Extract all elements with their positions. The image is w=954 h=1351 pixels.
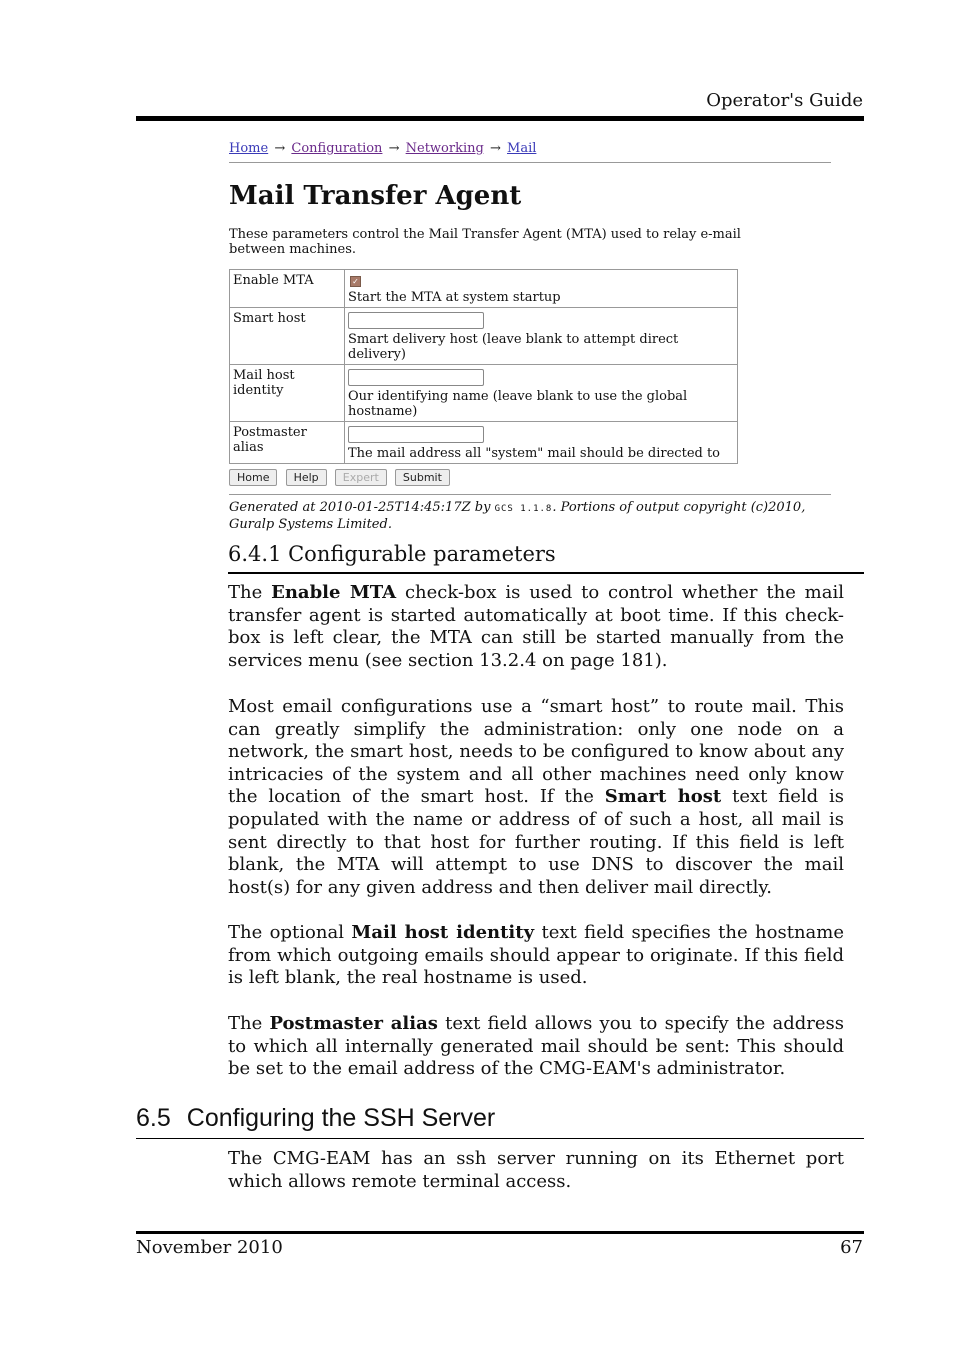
paragraph [228,582,844,672]
row-help-text: The mail address all "system" mail should be directed to [348,446,721,461]
footer-rule [136,1231,864,1234]
table-row [230,365,738,422]
paragraph [228,696,844,899]
row-control-cell [345,308,738,365]
page-title: Mail Transfer Agent [229,181,522,211]
breadcrumb-mail-link[interactable]: Mail [507,141,537,156]
parameters-table [229,269,738,464]
footer-date: November 2010 [136,1237,283,1258]
text: The [228,1013,270,1034]
page-number: 67 [840,1237,863,1258]
text: text field specifies the hostname from which outgoing emails should appear to originate. If this field is left blank, the real hostname is used. [228,922,844,989]
intro-text: These parameters control the Mail Transfer Agent (MTA) used to relay e-mail between machines. [229,227,741,257]
row-control-cell [345,365,738,422]
section-number: 6.5 [136,1104,171,1132]
help-button[interactable]: Help [286,469,327,486]
text: check-box is used to control whether the mail transfer agent is started automatically at boot time. If this check-box is left clear, the MTA can still be started manually from the services menu (see section 13.2.4 on page 181). [228,582,844,671]
text: text field is populated with the name or address of of such a host, all mail is sent directly to that host for further routing. If this field is left blank, the MTA will attempt to use DNS to discover the mail host(s) for any given address and then deliver mail directly. [228,786,844,898]
generated-suffix: . Portions of output copyright (c)2010, Guralp Systems Limited. [229,500,806,532]
generated-footer [229,494,831,532]
text: The optional [228,922,352,943]
table-row [230,270,738,308]
home-button[interactable]: Home [229,469,277,486]
row-label: Postmaster alias [230,422,345,464]
text: Most email configurations use a “smart host” to route mail. This can greatly simplify the administration: only one node on a network, the smart host, needs to be configured to know about any intricacies of the system and all other machines need only know the location of the smart host. If the [228,696,844,808]
smart-host-input[interactable] [348,312,484,329]
breadcrumb-divider [229,162,831,163]
row-control-cell [345,422,738,464]
paragraph [228,922,844,990]
postmaster-alias-input[interactable] [348,426,484,443]
breadcrumb-home-link[interactable]: Home [229,141,269,156]
paragraph [228,1013,844,1081]
breadcrumb-arrow-icon: → [274,141,286,156]
section-heading [136,1104,495,1133]
embedded-screenshot [229,140,831,532]
bold-term: Enable MTA [271,582,397,603]
breadcrumb-configuration-link[interactable]: Configuration [291,141,383,156]
header-rule [136,116,864,121]
breadcrumb-arrow-icon: → [489,141,501,156]
table-row [230,308,738,365]
row-help-text: Start the MTA at system startup [348,290,561,305]
bold-term: Mail host identity [351,922,535,943]
bold-term: Postmaster alias [269,1013,438,1034]
generated-tool: GCS 1.1.8 [494,504,553,514]
running-header: Operator's Guide [706,90,863,111]
breadcrumb-arrow-icon: → [388,141,400,156]
text: text field allows you to specify the address to which all internally generated mail should be sent: This should be set to the email address of the CMG-EAM's administrator. [228,1013,844,1080]
submit-button[interactable]: Submit [395,469,450,486]
table-row [230,422,738,464]
expert-button[interactable]: Expert [335,469,387,486]
breadcrumb-networking-link[interactable]: Networking [405,141,484,156]
breadcrumb [229,140,831,160]
button-bar [229,466,831,486]
generated-prefix: Generated at 2010-01-25T14:45:17Z by [229,500,495,515]
row-control-cell [345,270,738,308]
row-label: Mail host identity [230,365,345,422]
mail-host-identity-input[interactable] [348,369,484,386]
paragraph: The CMG-EAM has an ssh server running on its Ethernet port which allows remote terminal access. [228,1148,844,1192]
bold-term: Smart host [604,786,722,808]
enable-mta-checkbox[interactable]: ✓ [350,276,361,287]
section-title: Configuring the SSH Server [186,1104,496,1132]
row-help-text: Our identifying name (leave blank to use the global hostname) [348,389,688,419]
section-rule [228,572,864,574]
row-label: Smart host [230,308,345,365]
row-label: Enable MTA [230,270,345,308]
section-rule [136,1138,864,1139]
section-heading: 6.4.1 Configurable parameters [228,542,556,566]
row-help-text: Smart delivery host (leave blank to attempt direct delivery) [348,332,679,362]
text: The [228,582,272,603]
